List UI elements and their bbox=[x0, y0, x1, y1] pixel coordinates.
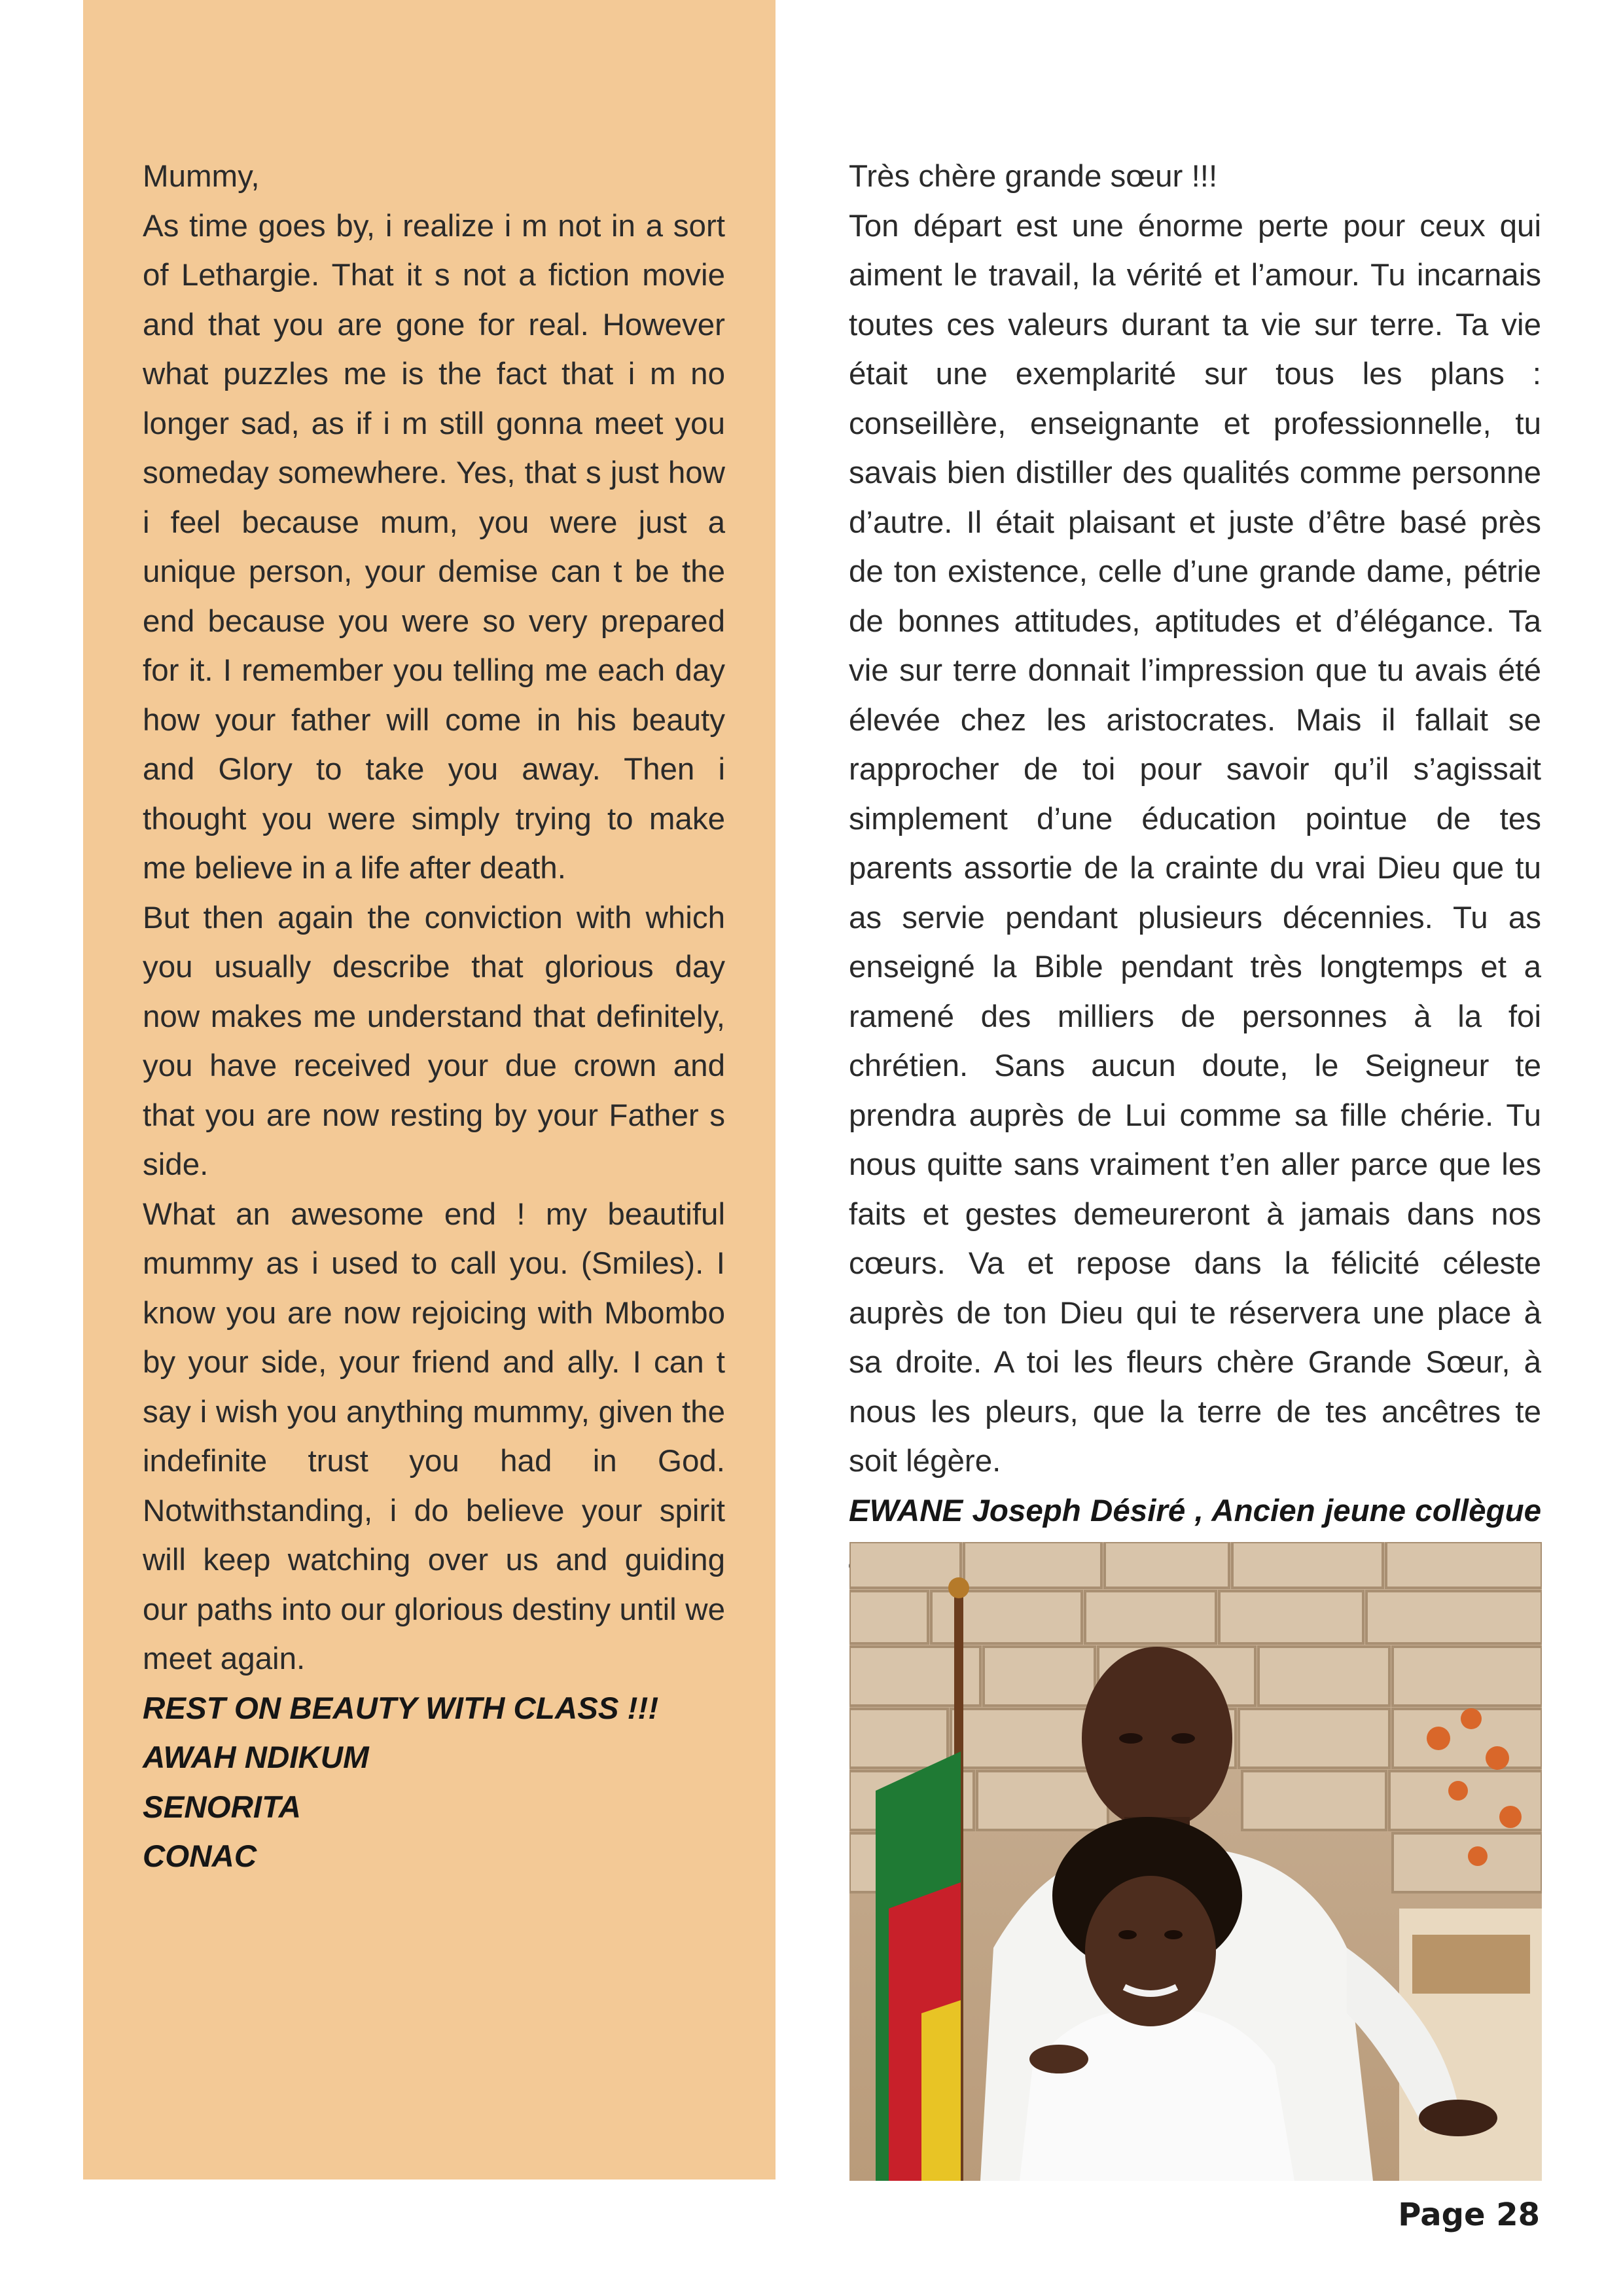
signature-name: AWAH NDIKUM bbox=[143, 1740, 369, 1775]
signature-org: CONAC bbox=[143, 1839, 257, 1874]
signature-block bbox=[143, 1684, 725, 1882]
signature-block: EWANE Joseph Désiré , Ancien jeune collègue bbox=[849, 1493, 1541, 1528]
paragraph: But then again the conviction with which you usually describe that glorious day now makes me understand that definitely, you have received your due crown and that you are now resting by your Father s side. bbox=[143, 900, 725, 1182]
salutation: Très chère grande sœur !!! bbox=[849, 159, 1218, 194]
paragraph: Ton départ est une énorme perte pour ceux qui aiment le travail, la vérité et l’amour. Tu incarnais toutes ces valeurs durant ta vie sur terre. Ta vie était une exemplarité sur tous les plans : conseillère, enseignante et professionnelle, tu savais bien distiller des qualités comme personne d’autre. Il était plaisant et juste d’être basé près de ton existence, celle d’une grande dame, pétrie de bonnes attitudes, aptitudes et d’élégance. Ta vie sur terre donnait l’impression que tu avais été élevée chez les aristocrates. Mais il fallait se rapprocher de toi pour savoir qu’il s’agissait simplement d’une éducation pointue de tes parents assortie de la crainte du vrai Dieu que tu as servie pendant plusieurs décennies. Tu as enseigné la Bible pendant très longtemps et a ramené des milliers de personnes à la foi chrétien. Sans aucun doute, le Seigneur te prendra auprès de Lui comme sa fille chérie. Tu nous quitte sans vraiment t’en aller parce que les faits et gestes demeureront à jamais dans nos cœurs. Va et repose dans la félicité céleste auprès de ton Dieu qui te réservera une place à sa droite. A toi les fleurs chère Grande Sœur, à nous les pleurs, que la terre de tes ancêtres te soit légère. bbox=[849, 208, 1541, 1479]
paragraph: What an awesome end ! my beautiful mummy as i used to call you. (Smiles). I know you are now rejoicing with Mbombo by your side, your friend and ally. I can t say i wish you anything mummy, given the indefinite trust you had in God. Notwithstanding, i do believe your spirit will keep watching over us and guiding our paths into our glorious destiny until we meet again. bbox=[143, 1196, 725, 1676]
signature-line: REST ON BEAUTY WITH CLASS !!! bbox=[143, 1691, 659, 1726]
portrait-photo bbox=[849, 1542, 1542, 2181]
left-column-text bbox=[143, 152, 725, 1882]
signature-title: SENORITA bbox=[143, 1789, 301, 1825]
paragraph: As time goes by, i realize i m not in a sort of Lethargie. That it s not a fiction movie and that you are gone for real. However what puzzles me is the fact that i m no longer sad, as if i m still gonna meet you someday somewhere. Yes, that s just how i feel because mum, you were just a unique person, your demise can t be the end because you were so very prepared for it. I remember you telling me each day how your father will come in his beauty and Glory to take you away. Then i thought you were simply trying to make me believe in a life after death. bbox=[143, 208, 725, 886]
salutation: Mummy, bbox=[143, 159, 260, 194]
right-column-text bbox=[849, 152, 1541, 1585]
page-number: Page 28 bbox=[1398, 2197, 1540, 2233]
